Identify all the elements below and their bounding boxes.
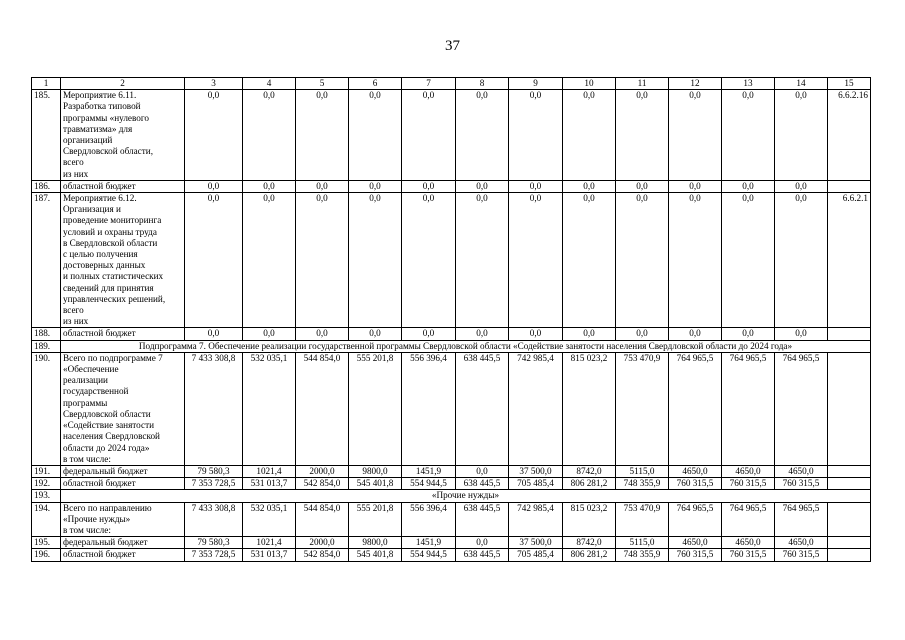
table-row [32,90,871,181]
value-cell: 1451,9 [402,537,456,549]
row-number-cell: 193. [32,490,61,502]
value-cell: 37 500,0 [509,537,563,549]
value-cell: 542 854,0 [296,478,349,490]
value-cell: 8742,0 [563,537,616,549]
value-cell: 4650,0 [669,537,722,549]
row-name-line: государственной [63,386,129,397]
row-name-cell [61,352,185,465]
value-cell: 0,0 [296,193,349,328]
value-cell: 0,0 [349,193,402,328]
row-name-line: из них [63,168,89,179]
column-header: 13 [722,78,775,90]
column-header: 1 [32,78,61,90]
row-name-line: федеральный бюджет [63,465,148,476]
value-cell: 753 470,9 [616,502,669,537]
row-name-line: Всего по подпрограмме 7 [63,352,163,363]
value-cell: 9800,0 [349,465,402,477]
row-name-cell [61,193,185,328]
row-number-cell: 187. [32,193,61,328]
value-cell: 764 965,5 [669,352,722,465]
value-cell: 79 580,3 [185,537,243,549]
value-cell: 556 396,4 [402,352,456,465]
value-cell: 764 965,5 [722,352,775,465]
row-name-line: в Свердловской области [63,237,158,248]
row-number-cell: 196. [32,549,61,561]
value-cell: 1021,4 [243,537,296,549]
value-cell: 0,0 [722,180,775,192]
value-cell: 0,0 [243,328,296,340]
value-cell: 705 485,4 [509,549,563,561]
row-name-cell [61,180,185,192]
row-name-line: условий и охраны труда [63,226,157,237]
row-name-cell [61,549,185,561]
value-cell: 760 315,5 [775,549,828,561]
row-number-cell: 190. [32,352,61,465]
table-row [32,549,871,561]
row-name-line: Свердловской области [63,408,151,419]
value-cell: 705 485,4 [509,478,563,490]
value-cell: 0,0 [185,328,243,340]
row-name-line: в том числе: [63,453,111,464]
value-cell: 760 315,5 [722,549,775,561]
row-name-line: Свердловской области, [63,146,153,157]
row-number-cell: 188. [32,328,61,340]
column-header: 10 [563,78,616,90]
value-cell: 0,0 [775,193,828,328]
value-cell: 0,0 [296,90,349,181]
target-code-cell [828,465,871,477]
row-name-line: Мероприятие 6.12. [63,193,137,204]
table-row [32,193,871,328]
value-cell: 753 470,9 [616,352,669,465]
column-header: 15 [828,78,871,90]
value-cell: 554 944,5 [402,549,456,561]
row-name-line: реализации [63,375,108,386]
value-cell: 79 580,3 [185,465,243,477]
value-cell: 5115,0 [616,537,669,549]
value-cell: 0,0 [616,90,669,181]
value-cell: 1021,4 [243,465,296,477]
value-cell: 815 023,2 [563,502,616,537]
value-cell: 638 445,5 [456,549,509,561]
target-code-cell [828,549,871,561]
column-header: 2 [61,78,185,90]
row-name-cell [61,478,185,490]
row-name-line: проведение мониторинга [63,215,162,226]
value-cell: 7 353 728,5 [185,549,243,561]
row-name-cell [61,90,185,181]
value-cell: 0,0 [456,180,509,192]
row-name-cell [61,328,185,340]
value-cell: 760 315,5 [669,549,722,561]
table-row [32,478,871,490]
value-cell: 0,0 [509,90,563,181]
row-name-line: Разработка типовой [63,101,141,112]
value-cell: 0,0 [456,193,509,328]
value-cell: 0,0 [509,328,563,340]
value-cell: 0,0 [722,193,775,328]
row-name-line: областной бюджет [63,180,136,191]
row-name-line: сведений для принятия [63,282,154,293]
value-cell: 7 433 308,8 [185,352,243,465]
row-number-cell: 189. [32,340,61,352]
row-name-line: организаций [63,135,113,146]
value-cell: 0,0 [775,328,828,340]
row-number-cell: 195. [32,537,61,549]
value-cell: 554 944,5 [402,478,456,490]
row-number-cell: 192. [32,478,61,490]
column-header: 3 [185,78,243,90]
table-row [32,465,871,477]
row-name-cell [61,537,185,549]
row-name-line: населения Свердловской [63,431,160,442]
value-cell: 638 445,5 [456,502,509,537]
value-cell: 0,0 [509,180,563,192]
row-name-line: «Содействие занятости [63,420,155,431]
page-number: 37 [445,38,460,54]
table-body [32,78,871,562]
value-cell: 0,0 [402,90,456,181]
section-title-cell: Подпрограмма 7. Обеспечение реализации государственной программы Свердловской области «Содействие занятости населения Свердловской области до 2024 года» [61,340,871,352]
row-name-line: Всего по направлению [63,502,152,513]
value-cell: 806 281,2 [563,478,616,490]
value-cell: 0,0 [243,180,296,192]
value-cell: 748 355,9 [616,549,669,561]
row-number-cell: 186. [32,180,61,192]
value-cell: 545 401,8 [349,478,402,490]
column-header: 7 [402,78,456,90]
value-cell: 0,0 [616,180,669,192]
value-cell: 544 854,0 [296,352,349,465]
value-cell: 0,0 [722,90,775,181]
row-name-line: программы [63,397,108,408]
row-name-line: в том числе: [63,524,111,535]
target-code-cell [828,478,871,490]
budget-table [31,77,871,562]
value-cell: 0,0 [563,180,616,192]
value-cell: 0,0 [669,328,722,340]
value-cell: 531 013,7 [243,478,296,490]
value-cell: 0,0 [722,328,775,340]
row-name-cell [61,465,185,477]
value-cell: 0,0 [349,180,402,192]
value-cell: 0,0 [185,193,243,328]
value-cell: 4650,0 [775,465,828,477]
value-cell: 764 965,5 [669,502,722,537]
value-cell: 760 315,5 [775,478,828,490]
value-cell: 4650,0 [775,537,828,549]
row-number-cell: 185. [32,90,61,181]
table-row [32,328,871,340]
value-cell: 0,0 [616,328,669,340]
row-name-line: «Обеспечение [63,364,119,375]
value-cell: 0,0 [402,328,456,340]
value-cell: 5115,0 [616,465,669,477]
row-number-cell: 191. [32,465,61,477]
column-header: 9 [509,78,563,90]
section-row [32,340,871,352]
row-name-line: всего [63,157,84,168]
table-row [32,502,871,537]
row-name-line: Мероприятие 6.11. [63,90,137,101]
value-cell: 764 965,5 [775,502,828,537]
header-row [32,78,871,90]
value-cell: 0,0 [509,193,563,328]
section-title-cell: «Прочие нужды» [61,490,871,502]
row-name-line: федеральный бюджет [63,537,148,548]
table-row [32,180,871,192]
section-row [32,490,871,502]
value-cell: 555 201,8 [349,352,402,465]
value-cell: 0,0 [185,180,243,192]
value-cell: 0,0 [456,465,509,477]
column-header: 6 [349,78,402,90]
value-cell: 7 353 728,5 [185,478,243,490]
row-name-line: области до 2024 года» [63,442,150,453]
target-code-cell [828,180,871,192]
column-header: 5 [296,78,349,90]
value-cell: 0,0 [402,193,456,328]
value-cell: 532 035,1 [243,502,296,537]
row-name-line: Организация и [63,204,121,215]
value-cell: 0,0 [669,193,722,328]
value-cell: 0,0 [775,90,828,181]
value-cell: 0,0 [669,180,722,192]
value-cell: 0,0 [185,90,243,181]
row-name-line: всего [63,305,84,316]
column-header: 14 [775,78,828,90]
value-cell: 542 854,0 [296,549,349,561]
target-code-cell [828,328,871,340]
value-cell: 638 445,5 [456,352,509,465]
row-name-line: «Прочие нужды» [63,513,131,524]
value-cell: 0,0 [243,90,296,181]
value-cell: 748 355,9 [616,478,669,490]
value-cell: 0,0 [296,180,349,192]
value-cell: 555 201,8 [349,502,402,537]
row-name-line: управленческих решений, [63,293,166,304]
value-cell: 0,0 [669,90,722,181]
row-name-line: достоверных данных [63,260,146,271]
value-cell: 8742,0 [563,465,616,477]
value-cell: 532 035,1 [243,352,296,465]
value-cell: 0,0 [402,180,456,192]
row-name-line: с целью получения [63,249,138,260]
value-cell: 0,0 [349,90,402,181]
value-cell: 806 281,2 [563,549,616,561]
value-cell: 0,0 [456,328,509,340]
value-cell: 0,0 [563,193,616,328]
value-cell: 556 396,4 [402,502,456,537]
row-name-line: областной бюджет [63,328,136,339]
row-name-cell [61,502,185,537]
value-cell: 9800,0 [349,537,402,549]
value-cell: 815 023,2 [563,352,616,465]
target-code-cell: 6.6.2.1 [828,193,871,328]
row-name-line: из них [63,316,89,327]
value-cell: 7 433 308,8 [185,502,243,537]
value-cell: 2000,0 [296,537,349,549]
value-cell: 638 445,5 [456,478,509,490]
value-cell: 545 401,8 [349,549,402,561]
column-header: 11 [616,78,669,90]
row-name-line: программы «нулевого [63,112,150,123]
target-code-cell [828,537,871,549]
row-name-line: травматизма» для [63,123,133,134]
row-name-line: областной бюджет [63,478,136,489]
value-cell: 742 985,4 [509,502,563,537]
value-cell: 0,0 [456,537,509,549]
value-cell: 764 965,5 [722,502,775,537]
target-code-cell [828,352,871,465]
value-cell: 1451,9 [402,465,456,477]
value-cell: 0,0 [616,193,669,328]
value-cell: 4650,0 [669,465,722,477]
value-cell: 531 013,7 [243,549,296,561]
row-name-line: и полных статистических [63,271,164,282]
value-cell: 544 854,0 [296,502,349,537]
value-cell: 2000,0 [296,465,349,477]
value-cell: 0,0 [243,193,296,328]
value-cell: 0,0 [296,328,349,340]
column-header: 8 [456,78,509,90]
value-cell: 4650,0 [722,465,775,477]
value-cell: 742 985,4 [509,352,563,465]
value-cell: 760 315,5 [669,478,722,490]
column-header: 4 [243,78,296,90]
value-cell: 0,0 [563,90,616,181]
value-cell: 0,0 [563,328,616,340]
value-cell: 37 500,0 [509,465,563,477]
value-cell: 0,0 [349,328,402,340]
target-code-cell [828,502,871,537]
value-cell: 4650,0 [722,537,775,549]
column-header: 12 [669,78,722,90]
value-cell: 0,0 [456,90,509,181]
value-cell: 0,0 [775,180,828,192]
table-row [32,352,871,465]
table-row [32,537,871,549]
value-cell: 764 965,5 [775,352,828,465]
value-cell: 760 315,5 [722,478,775,490]
row-number-cell: 194. [32,502,61,537]
row-name-line: областной бюджет [63,549,136,560]
target-code-cell: 6.6.2.16 [828,90,871,181]
